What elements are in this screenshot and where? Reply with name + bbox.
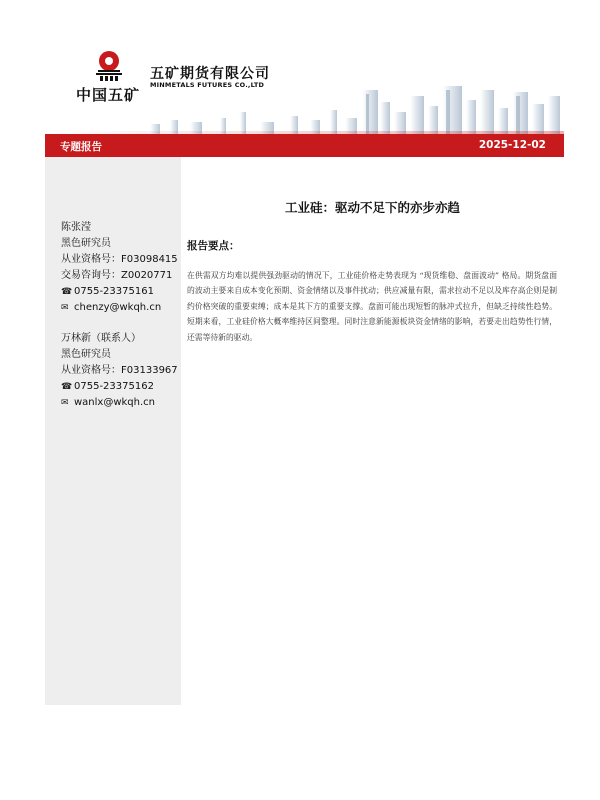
- analyst-consult-number: 交易咨询号：Z0020771: [61, 270, 173, 281]
- minmetals-logo-icon: [92, 50, 126, 82]
- analyst-email-row: [61, 395, 178, 411]
- analyst-phone: 0755-23375162: [74, 381, 154, 392]
- analyst-email-row: [61, 300, 178, 316]
- report-date: 2025-12-02: [478, 139, 546, 151]
- analyst-card: [61, 331, 178, 411]
- company-name-cn: 五矿期货有限公司: [150, 66, 270, 82]
- analyst-role: 黑色研究员: [61, 349, 111, 360]
- report-type-label: 专题报告: [60, 141, 102, 153]
- analyst-phone: 0755-23375161: [74, 286, 154, 297]
- logo-text: 中国五矿: [76, 86, 141, 104]
- key-points-body: 在供需双方均难以提供强劲驱动的情况下，工业硅价格走势表现为 “现货维稳、盘面波动” 格局。期货盘面的波动主要来自成本变化预期、资金情绪以及事件扰动；供应减量有限，需求拉动不足以及库存高企则是制约价格突破的重要束缚；成本是其下方的重要支撑。盘面可能出现短暂的脉冲式拉升，但缺乏持续性趋势。短期来看，工业硅价格大概率维持区间整理。同时注意新能源板块资金情绪的影响，若要走出趋势性行情，还需等待新的驱动。: [187, 271, 557, 342]
- skyline-banner-image: [130, 82, 564, 134]
- report-title: 工业硅：驱动不足下的亦步亦趋: [284, 200, 460, 215]
- analyst-phone-row: [61, 284, 178, 300]
- analyst-name: 万林新（联系人）: [61, 333, 141, 344]
- analyst-license: 从业资格号：F03133967: [61, 365, 178, 376]
- company-name-en: MINMETALS FUTURES CO.,LTD: [150, 81, 265, 89]
- analyst-name: 陈张滢: [61, 222, 91, 233]
- analyst-license: 从业资格号：F03098415: [61, 254, 178, 265]
- mail-icon: ✉: [61, 398, 69, 408]
- key-points-heading: 报告要点：: [187, 240, 240, 252]
- analyst-phone-row: [61, 379, 178, 395]
- phone-icon: ☎: [61, 287, 73, 297]
- analyst-role: 黑色研究员: [61, 238, 111, 249]
- phone-icon: ☎: [61, 382, 73, 392]
- analyst-email[interactable]: wanlx@wkqh.cn: [74, 397, 156, 408]
- mail-icon: ✉: [61, 303, 69, 313]
- analyst-card: [61, 220, 178, 316]
- analyst-email[interactable]: chenzy@wkqh.cn: [74, 302, 162, 313]
